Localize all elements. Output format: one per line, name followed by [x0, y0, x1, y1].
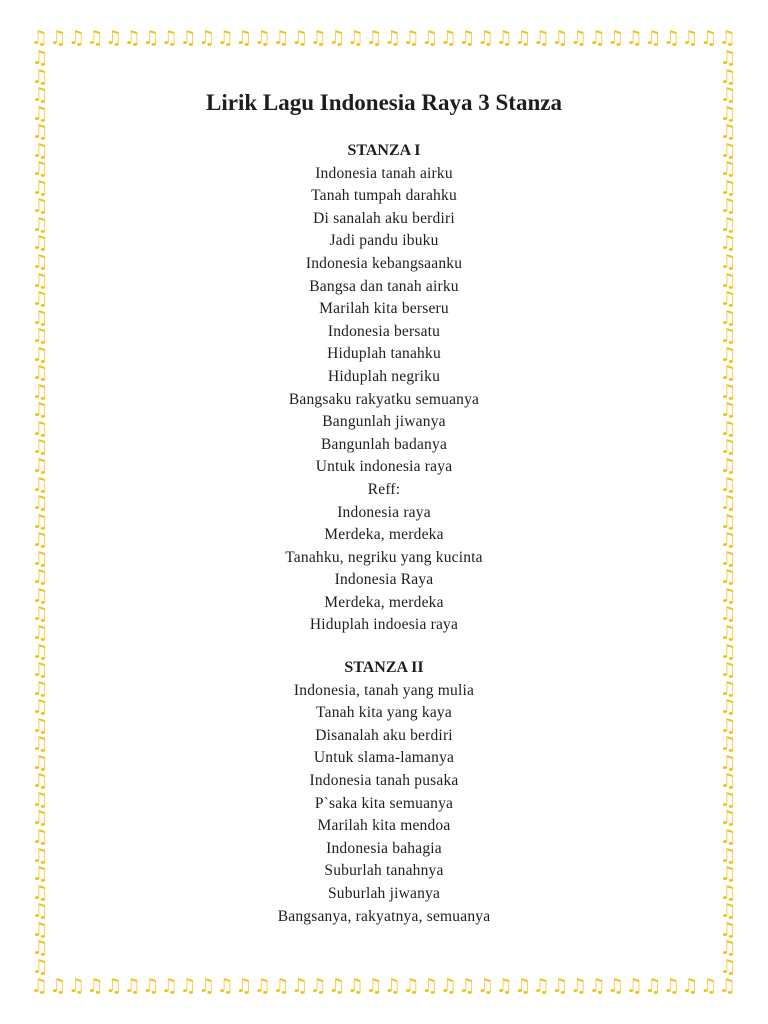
music-note-icon: ♫	[719, 770, 737, 793]
music-note-icon: ♫	[402, 977, 420, 997]
music-note-icon: ♫	[291, 29, 309, 49]
lyric-line: Jadi pandu ibuku	[329, 232, 439, 250]
music-note-icon: ♫	[216, 977, 234, 997]
music-note-icon: ♫	[719, 547, 737, 570]
music-note-icon: ♫	[719, 492, 737, 515]
music-note-icon: ♫	[31, 213, 49, 236]
lyric-line: P`saka kita semuanya	[314, 794, 454, 812]
music-note-icon: ♫	[31, 621, 49, 644]
music-note-icon: ♫	[719, 807, 737, 830]
music-note-icon: ♫	[31, 269, 49, 292]
music-note-icon: ♫	[198, 977, 216, 997]
music-note-icon: ♫	[198, 29, 216, 49]
music-note-icon: ♫	[719, 399, 737, 422]
music-note-icon: ♫	[31, 640, 49, 663]
lyric-line: Merdeka, merdeka	[324, 526, 444, 544]
music-note-icon: ♫	[31, 900, 49, 923]
music-note-icon: ♫	[718, 977, 736, 997]
music-note-icon: ♫	[439, 977, 457, 997]
music-note-icon: ♫	[31, 547, 49, 570]
music-note-icon: ♫	[719, 306, 737, 329]
music-note-icon: ♫	[495, 977, 513, 997]
lyric-line: Indonesia raya	[337, 503, 431, 521]
music-note-icon: ♫	[719, 733, 737, 756]
lyric-line: Indonesia bersatu	[327, 322, 441, 340]
music-note-icon: ♫	[551, 977, 569, 997]
music-note-icon: ♫	[719, 343, 737, 366]
music-note-icon: ♫	[346, 29, 364, 49]
music-note-icon: ♫	[30, 977, 48, 997]
music-note-icon: ♫	[719, 714, 737, 737]
music-note-icon: ♫	[67, 977, 85, 997]
lyric-line: Hiduplah negriku	[327, 367, 441, 385]
music-note-icon: ♫	[123, 29, 141, 49]
music-note-icon: ♫	[31, 139, 49, 162]
stanza-1	[60, 140, 708, 637]
music-note-icon: ♫	[291, 977, 309, 997]
music-note-icon: ♫	[31, 84, 49, 107]
music-note-icon: ♫	[719, 696, 737, 719]
music-note-icon: ♫	[31, 844, 49, 867]
lyric-line: Hiduplah indoesia raya	[309, 616, 459, 634]
music-note-icon: ♫	[625, 977, 643, 997]
music-note-icon: ♫	[31, 436, 49, 459]
lyric-line: Reff:	[367, 480, 401, 498]
music-note-icon: ♫	[49, 977, 67, 997]
music-note-icon: ♫	[719, 158, 737, 181]
music-note-icon: ♫	[31, 510, 49, 533]
stanza-lines	[60, 680, 708, 929]
document-title: Lirik Lagu Indonesia Raya 3 Stanza	[206, 90, 562, 115]
music-note-icon: ♫	[216, 29, 234, 49]
music-note-icon: ♫	[328, 29, 346, 49]
music-note-icon: ♫	[253, 977, 271, 997]
lyric-line: Di sanalah aku berdiri	[313, 209, 455, 227]
lyric-line: Tanah kita yang kaya	[316, 704, 452, 722]
music-note-icon: ♫	[31, 584, 49, 607]
music-note-icon: ♫	[272, 29, 290, 49]
music-note-icon: ♫	[588, 977, 606, 997]
lyric-line: Hiduplah tanahku	[327, 345, 441, 363]
lyric-line: Indonesia, tanah yang mulia	[293, 681, 475, 699]
music-note-icon: ♫	[569, 29, 588, 49]
lyric-line: Indonesia tanah airku	[315, 164, 453, 182]
music-note-icon: ♫	[31, 751, 49, 774]
music-note-icon: ♫	[272, 977, 290, 997]
music-note-icon: ♫	[31, 158, 49, 181]
music-note-icon: ♫	[365, 29, 383, 49]
music-note-icon: ♫	[31, 251, 49, 274]
music-note-icon: ♫	[588, 29, 606, 49]
music-note-icon: ♫	[31, 788, 49, 811]
music-note-icon: ♫	[719, 195, 737, 218]
music-note-icon: ♫	[719, 863, 737, 886]
lyric-line: Bangunlah jiwanya	[322, 413, 446, 431]
music-note-icon: ♫	[31, 659, 49, 682]
music-note-icon: ♫	[86, 29, 104, 49]
music-note-icon: ♫	[31, 918, 49, 941]
lyric-line: Tanahku, negriku yang kucinta	[285, 548, 483, 566]
music-note-icon: ♫	[328, 977, 346, 997]
music-note-border-right	[718, 49, 738, 977]
lyric-line: Disanalah aku berdiri	[315, 726, 453, 744]
lyric-line: Indonesia tanah pusaka	[309, 772, 459, 790]
music-note-icon: ♫	[31, 566, 49, 589]
music-note-icon: ♫	[31, 380, 49, 403]
music-note-icon: ♫	[719, 844, 737, 867]
music-note-icon: ♫	[719, 325, 737, 348]
music-note-icon: ♫	[31, 807, 49, 830]
music-note-icon: ♫	[644, 29, 662, 49]
music-note-icon: ♫	[477, 977, 495, 997]
music-note-icon: ♫	[160, 29, 178, 49]
music-note-icon: ♫	[31, 863, 49, 886]
music-note-icon: ♫	[719, 213, 737, 236]
music-note-icon: ♫	[719, 269, 737, 292]
stanza-lines	[60, 163, 708, 637]
music-note-icon: ♫	[607, 29, 625, 49]
music-note-icon: ♫	[31, 343, 49, 366]
music-note-icon: ♫	[31, 455, 49, 478]
music-note-icon: ♫	[719, 566, 737, 589]
music-note-icon: ♫	[662, 29, 680, 49]
music-note-icon: ♫	[458, 977, 476, 997]
music-note-icon: ♫	[719, 621, 737, 644]
music-note-icon: ♫	[719, 473, 737, 496]
stanza-2	[60, 657, 708, 928]
music-note-icon: ♫	[346, 977, 364, 997]
music-note-icon: ♫	[719, 232, 737, 255]
music-note-icon: ♫	[719, 825, 737, 848]
music-note-icon: ♫	[31, 770, 49, 793]
lyric-line: Marilah kita berseru	[319, 300, 449, 318]
lyric-line: Untuk slama-lamanya	[313, 749, 455, 767]
music-note-icon: ♫	[719, 102, 737, 125]
lyric-line: Bangsanya, rakyatnya, semuanya	[277, 907, 491, 925]
music-note-icon: ♫	[700, 29, 718, 49]
lyric-line: Marilah kita mendoa	[317, 817, 451, 835]
music-note-icon: ♫	[719, 529, 737, 552]
music-note-icon: ♫	[365, 977, 383, 997]
music-note-icon: ♫	[31, 417, 49, 440]
music-note-icon: ♫	[31, 677, 49, 700]
music-note-icon: ♫	[719, 121, 737, 144]
music-note-icon: ♫	[67, 29, 85, 49]
lyric-line: Suburlah jiwanya	[327, 885, 441, 902]
music-note-icon: ♫	[514, 977, 532, 997]
music-note-icon: ♫	[31, 937, 49, 960]
music-note-icon: ♫	[719, 900, 737, 923]
music-note-icon: ♫	[31, 65, 49, 88]
music-note-icon: ♫	[31, 306, 49, 329]
music-note-icon: ♫	[719, 362, 737, 385]
music-note-icon: ♫	[719, 251, 737, 274]
stanza-heading: STANZA II	[344, 659, 424, 677]
music-note-icon: ♫	[719, 751, 737, 774]
music-note-icon: ♫	[719, 49, 737, 69]
lyric-line: Indonesia kebangsaanku	[305, 254, 463, 272]
music-note-icon: ♫	[384, 977, 402, 997]
lyric-line: Indonesia Raya	[334, 571, 434, 589]
music-note-icon: ♫	[532, 977, 550, 997]
stanza-heading: STANZA I	[347, 142, 421, 159]
music-note-icon: ♫	[514, 29, 532, 49]
music-note-icon: ♫	[719, 603, 737, 626]
music-note-icon: ♫	[719, 955, 737, 977]
music-note-icon: ♫	[86, 977, 104, 997]
music-note-icon: ♫	[105, 29, 123, 49]
music-note-icon: ♫	[235, 29, 253, 49]
music-note-icon: ♫	[31, 176, 49, 199]
music-note-icon: ♫	[31, 121, 49, 144]
music-note-icon: ♫	[31, 696, 49, 719]
music-note-icon: ♫	[123, 977, 141, 997]
music-note-icon: ♫	[719, 788, 737, 811]
lyric-line: Suburlah tanahnya	[324, 862, 444, 880]
music-note-icon: ♫	[719, 659, 737, 682]
music-note-border-left	[30, 49, 50, 977]
music-note-icon: ♫	[31, 733, 49, 756]
music-note-icon: ♫	[719, 677, 737, 700]
lyric-line: Indonesia bahagia	[326, 839, 442, 857]
music-note-icon: ♫	[31, 529, 49, 552]
music-note-icon: ♫	[31, 825, 49, 848]
music-note-border-bottom	[30, 977, 738, 997]
music-note-icon: ♫	[160, 977, 178, 997]
music-note-icon: ♫	[719, 937, 737, 960]
music-note-icon: ♫	[253, 29, 271, 49]
music-note-icon: ♫	[662, 977, 680, 997]
music-note-icon: ♫	[719, 139, 737, 162]
music-note-icon: ♫	[719, 640, 737, 663]
music-note-icon: ♫	[31, 881, 49, 904]
music-note-icon: ♫	[235, 977, 253, 997]
music-note-icon: ♫	[421, 29, 439, 49]
music-note-icon: ♫	[477, 29, 495, 49]
lyric-line: Bangsaku rakyatku semuanya	[288, 390, 480, 408]
music-note-icon: ♫	[607, 977, 625, 997]
lyric-line: Merdeka, merdeka	[324, 593, 444, 611]
music-note-border-top	[30, 29, 738, 49]
music-note-icon: ♫	[142, 977, 160, 997]
music-note-icon: ♫	[309, 977, 327, 997]
music-note-icon: ♫	[31, 473, 49, 496]
music-note-icon: ♫	[31, 325, 49, 348]
music-note-icon: ♫	[31, 195, 49, 218]
music-note-icon: ♫	[551, 29, 569, 49]
music-note-icon: ♫	[681, 977, 699, 997]
music-note-icon: ♫	[384, 29, 402, 49]
music-note-icon: ♫	[31, 49, 49, 69]
music-note-icon: ♫	[402, 29, 420, 49]
music-note-icon: ♫	[31, 955, 49, 977]
lyric-line: Tanah tumpah darahku	[311, 187, 457, 205]
music-note-icon: ♫	[569, 977, 588, 997]
lyric-line: Bangunlah badanya	[320, 435, 448, 453]
music-note-icon: ♫	[719, 288, 737, 311]
music-note-icon: ♫	[105, 977, 123, 997]
music-note-icon: ♫	[719, 84, 737, 107]
music-note-icon: ♫	[439, 29, 457, 49]
music-note-icon: ♫	[718, 29, 736, 49]
music-note-icon: ♫	[719, 417, 737, 440]
music-note-icon: ♫	[31, 288, 49, 311]
music-note-icon: ♫	[31, 232, 49, 255]
music-note-icon: ♫	[49, 29, 67, 49]
music-note-icon: ♫	[625, 29, 643, 49]
music-note-icon: ♫	[719, 176, 737, 199]
music-note-icon: ♫	[31, 102, 49, 125]
music-note-icon: ♫	[719, 584, 737, 607]
music-note-icon: ♫	[31, 362, 49, 385]
music-note-icon: ♫	[644, 977, 662, 997]
music-note-icon: ♫	[719, 510, 737, 533]
lyric-line: Untuk indonesia raya	[315, 458, 453, 476]
music-note-icon: ♫	[31, 603, 49, 626]
music-note-icon: ♫	[719, 436, 737, 459]
music-note-icon: ♫	[309, 29, 327, 49]
music-note-icon: ♫	[142, 29, 160, 49]
music-note-icon: ♫	[31, 714, 49, 737]
music-note-icon: ♫	[458, 29, 476, 49]
music-note-icon: ♫	[30, 29, 48, 49]
music-note-icon: ♫	[719, 65, 737, 88]
music-note-icon: ♫	[179, 977, 197, 997]
music-note-icon: ♫	[719, 455, 737, 478]
music-note-icon: ♫	[719, 918, 737, 941]
music-note-icon: ♫	[719, 380, 737, 403]
music-note-icon: ♫	[495, 29, 513, 49]
music-note-icon: ♫	[421, 977, 439, 997]
music-note-icon: ♫	[31, 492, 49, 515]
music-note-icon: ♫	[31, 399, 49, 422]
music-note-icon: ♫	[700, 977, 718, 997]
music-note-icon: ♫	[179, 29, 197, 49]
music-note-icon: ♫	[719, 881, 737, 904]
lyrics-content	[60, 86, 708, 928]
music-note-icon: ♫	[681, 29, 699, 49]
lyric-line: Bangsa dan tanah airku	[309, 277, 459, 295]
music-note-icon: ♫	[532, 29, 550, 49]
